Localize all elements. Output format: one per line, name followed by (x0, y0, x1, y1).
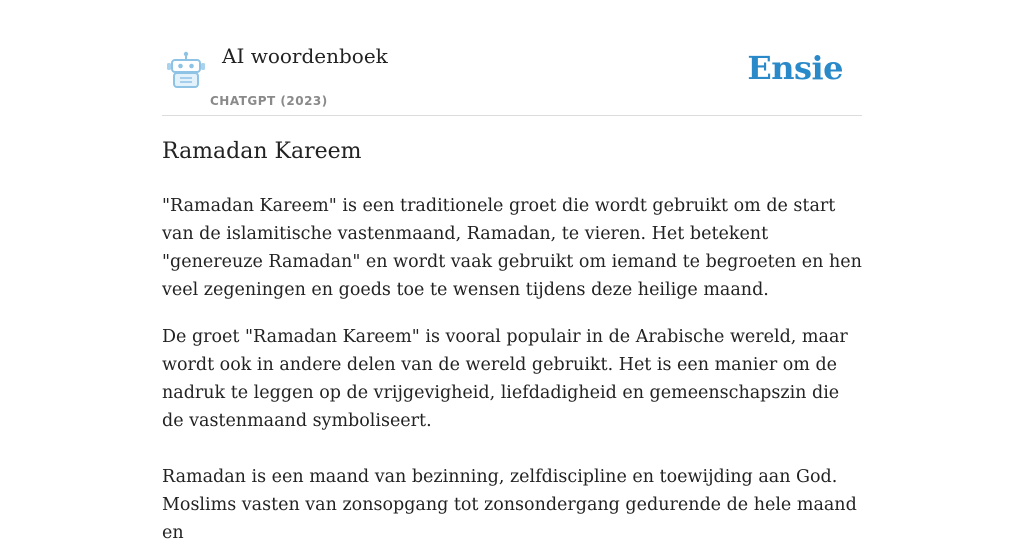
source-subtitle: CHATGPT (2023) (210, 94, 328, 108)
entry-paragraph-2: De groet "Ramadan Kareem" is vooral populair in de Arabische wereld, maar wordt ook in andere delen van de wereld gebruikt. Het is een manier om de nadruk te leggen op de vrijgevigheid, liefdadigheid en gemeenschapszin die de vastenmaand symboliseert. (162, 327, 848, 431)
entry-title: Ramadan Kareem (162, 139, 362, 164)
brand-logo[interactable]: Ensie (747, 49, 843, 87)
header (162, 0, 862, 116)
source-title[interactable]: AI woordenboek (222, 44, 388, 68)
entry-paragraph-1: "Ramadan Kareem" is een traditionele groet die wordt gebruikt om de start van de islamitische vastenmaand, Ramadan, te vieren. Het betekent "genereuze Ramadan" en wordt vaak gebruikt om iemand te begroeten en hen veel zegeningen en goeds toe te wensen tijdens deze heilige maand. (162, 196, 862, 300)
robot-icon (165, 51, 207, 91)
content-container (162, 0, 862, 543)
entry-paragraph-3: Ramadan is een maand van bezinning, zelfdiscipline en toewijding aan God. Moslims vasten van zonsopgang tot zonsondergang gedurende de hele maand en (162, 467, 857, 543)
